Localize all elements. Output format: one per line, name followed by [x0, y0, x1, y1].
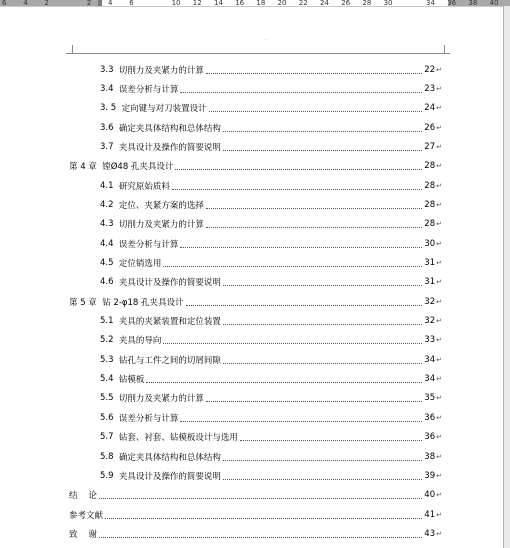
toc-page-number: 38: [424, 451, 436, 462]
toc-dot-leader: [223, 284, 422, 286]
paragraph-mark: ↵: [436, 123, 442, 132]
toc-page-number: 23: [424, 83, 436, 94]
toc-entry-title: 钻模板: [113, 375, 145, 386]
toc-page-number: 28: [424, 180, 436, 191]
paragraph-mark: ↵: [436, 355, 442, 364]
toc-entry-title: 夹具的导向: [113, 336, 162, 347]
toc-dot-leader: [180, 246, 422, 248]
paragraph-mark: ↵: [436, 297, 442, 306]
toc-entry-number: 致: [69, 529, 78, 540]
paragraph-mark: ↵: [436, 181, 442, 190]
paragraph-mark: ↵: [436, 375, 442, 384]
toc-page-number: 36: [424, 412, 436, 423]
toc-page-number: 30: [424, 238, 436, 249]
toc-entry[interactable]: [100, 312, 442, 331]
margin-corner-line-right: [444, 53, 450, 54]
ruler-tick-label: 34: [426, 0, 435, 7]
paragraph-mark: ↵: [436, 259, 442, 267]
toc-entry-title: 钻孔与工件之间的切屑间隙: [113, 355, 221, 366]
toc-page-number: 36: [424, 432, 436, 443]
toc-entry-title: 钻套、衬套、钻模板设计与选用: [113, 433, 238, 444]
toc-dot-leader: [206, 207, 422, 209]
toc-entry[interactable]: [100, 350, 442, 369]
toc-entry[interactable]: [69, 505, 442, 524]
toc-entry-number: 5.8: [100, 451, 114, 462]
toc-entry[interactable]: [69, 157, 442, 176]
toc-dot-leader: [186, 304, 423, 306]
toc-entry-title: 论: [77, 491, 97, 502]
toc-dot-leader: [146, 381, 422, 383]
toc-dot-leader: [223, 149, 422, 151]
paragraph-mark: ↵: [436, 394, 442, 403]
toc-entry-title: 切削力及夹紧力的计算: [113, 394, 204, 405]
ruler-tick-label: 10: [171, 0, 181, 7]
toc-entry[interactable]: [100, 254, 442, 273]
ruler-tick-label: 6: [2, 0, 7, 7]
toc-page-number: 39: [424, 470, 436, 481]
toc-entry-title: 夹具的夹紧装置和定位装置: [113, 317, 221, 328]
margin-corner-top-left: [72, 45, 73, 53]
paragraph-mark: ↵: [436, 471, 442, 480]
ruler-tick-label: 4: [108, 0, 113, 7]
paragraph-mark: ↵: [436, 142, 442, 151]
toc-entry-number: 4.3: [100, 219, 114, 230]
toc-entry-number: 第 4 章: [69, 162, 97, 173]
paragraph-mark: ↵: [436, 220, 442, 229]
paragraph-mark: ↵: [436, 200, 442, 209]
paragraph-mark: ↵: [436, 491, 442, 500]
toc-page-number: 28: [424, 219, 436, 230]
toc-entry-number: 4.2: [100, 199, 114, 210]
toc-dot-leader: [180, 420, 422, 422]
ruler-tick-label: 20: [277, 0, 287, 7]
paragraph-mark: ↵: [436, 65, 442, 74]
toc-entry[interactable]: [100, 273, 442, 292]
ruler-tick-label: 14: [214, 0, 223, 7]
ruler-margin-left: [0, 0, 98, 6]
paragraph-mark: ↵: [436, 317, 442, 326]
toc-entry-title: 切削力及夹紧力的计算: [113, 65, 204, 76]
paragraph-mark: ↵: [436, 278, 442, 287]
ruler-tick-label: 2: [86, 0, 92, 7]
toc-dot-leader: [223, 478, 422, 480]
toc-entry-title: 确定夹具体结构和总体结构: [113, 123, 221, 134]
toc-entry[interactable]: [100, 176, 442, 195]
toc-entry[interactable]: [100, 215, 442, 234]
toc-entry[interactable]: [100, 466, 442, 485]
vertical-ruler[interactable]: [503, 6, 510, 548]
toc-entry-title: 夹具设计及操作的简要说明: [113, 142, 221, 153]
toc-page-number: 41: [424, 509, 436, 520]
toc-dot-leader: [240, 439, 422, 441]
toc-dot-leader: [223, 323, 422, 325]
toc-entry[interactable]: [69, 524, 442, 543]
document-page: [0, 7, 503, 548]
toc-dot-leader: [209, 110, 423, 112]
paragraph-mark: ↵: [436, 104, 442, 113]
toc-page-number: 24: [424, 103, 436, 114]
toc-page-number: 34: [424, 374, 436, 385]
toc-dot-leader: [223, 459, 422, 461]
toc-entry-title: 切削力及夹紧力的计算: [113, 220, 204, 231]
toc-page-number: 28: [424, 199, 436, 210]
header-mark: ˙: [264, 39, 267, 46]
ruler-tick-label: 6: [129, 0, 134, 7]
ruler-tick-label: 28: [362, 0, 372, 7]
paragraph-mark: ↵: [436, 433, 442, 442]
toc-page-number: 35: [424, 393, 436, 404]
toc-page-number: 26: [424, 122, 436, 133]
toc-dot-leader: [99, 536, 422, 538]
toc-page-number: 32: [424, 316, 436, 327]
ruler-tick-label: 2: [44, 0, 49, 7]
toc-dot-leader: [206, 400, 422, 402]
toc-entry[interactable]: [100, 137, 442, 156]
toc-dot-leader: [223, 130, 422, 132]
toc-entry-number: 结: [69, 491, 78, 502]
toc-page-number: 33: [424, 335, 436, 346]
horizontal-ruler[interactable]: [0, 0, 510, 7]
toc-dot-leader: [163, 342, 422, 344]
ruler-tick-label: 36: [447, 0, 457, 7]
toc-entry-title: 夹具设计及操作的简要说明: [113, 278, 221, 289]
toc-dot-leader: [172, 188, 422, 190]
toc-entry-number: 5.4: [100, 374, 114, 385]
toc-page-number: 22: [424, 64, 436, 75]
header-line: [72, 53, 444, 54]
toc-dot-leader: [206, 72, 422, 74]
ruler-tick-label: 40: [489, 0, 499, 7]
ruler-tick-label: 38: [468, 0, 478, 7]
toc-entry[interactable]: [100, 99, 442, 118]
toc-entry-title: 镗Ø48 孔夹具设计: [96, 162, 174, 173]
toc-dot-leader: [99, 497, 422, 499]
toc-entry-number: 5.3: [100, 354, 114, 365]
paragraph-mark: ↵: [436, 529, 442, 538]
paragraph-mark: ↵: [436, 239, 442, 248]
toc-page-number: 40: [424, 490, 436, 501]
toc-entry-title: 夹具设计及操作的简要说明: [113, 471, 221, 482]
toc-entry-title: 误差分析与计算: [113, 413, 179, 424]
toc-page-number: 43: [424, 528, 436, 539]
toc-page-number: 31: [424, 277, 436, 288]
margin-corner-top-right: [444, 45, 445, 53]
ruler-tick-label: 26: [341, 0, 351, 7]
toc-entry-title: 定位、夹紧方案的选择: [113, 200, 204, 211]
toc-page-number: 32: [424, 296, 436, 307]
toc-entry-title: 误差分析与计算: [113, 239, 179, 250]
toc-entry[interactable]: [100, 79, 442, 98]
toc-entry-number: 5.9: [100, 470, 114, 481]
toc-entry[interactable]: [100, 60, 442, 79]
toc-entry[interactable]: [100, 331, 442, 350]
toc-entry[interactable]: [100, 370, 442, 389]
paragraph-mark: ↵: [436, 413, 442, 422]
toc-entry-number: 参考文献: [69, 510, 104, 521]
toc-entry-number: 3.7: [100, 141, 114, 152]
toc-entry-number: 5.5: [100, 393, 114, 404]
toc-entry-title: 定位销选用: [113, 259, 162, 269]
toc-page-number: 27: [424, 141, 436, 152]
ruler-tick-label: 12: [192, 0, 202, 7]
toc-page-number: 28: [424, 161, 436, 172]
toc-entry-number: 5.1: [100, 316, 114, 327]
toc-entry-number: 3.3: [100, 64, 114, 75]
toc-entry-title: 钻 2-φ18 孔夹具设计: [96, 297, 184, 308]
toc-dot-leader: [206, 226, 422, 228]
toc-entry[interactable]: [100, 408, 442, 427]
toc-entry-title: 谢: [77, 529, 97, 540]
ruler-tick-label: 4: [23, 0, 28, 7]
toc-entry-number: 4.5: [100, 258, 114, 268]
toc-entry[interactable]: [100, 118, 442, 137]
toc-entry[interactable]: [100, 195, 442, 214]
toc-entry[interactable]: [69, 486, 442, 505]
toc-entry-title: 研究原始质料: [113, 181, 170, 192]
toc-entry-number: 5.6: [100, 412, 114, 423]
toc-dot-leader: [175, 168, 422, 170]
toc-entry-number: 5.7: [100, 432, 114, 443]
toc-entry-number: 3. 5: [100, 103, 117, 114]
toc-entry-number: 5.2: [100, 335, 114, 346]
ruler-tick-label: 24: [320, 0, 329, 7]
toc-entry-number: 4.1: [100, 180, 114, 191]
paragraph-mark: ↵: [436, 336, 442, 345]
toc-entry[interactable]: [100, 234, 442, 253]
toc-dot-leader: [163, 265, 422, 267]
ruler-tick-label: 16: [235, 0, 245, 7]
ruler-margin-right: [448, 0, 510, 6]
paragraph-mark: ↵: [436, 510, 442, 519]
toc-entry[interactable]: [100, 389, 442, 408]
toc-dot-leader: [105, 517, 422, 519]
toc-dot-leader: [180, 91, 422, 93]
toc-page-number: 31: [424, 258, 436, 268]
toc-page-number: 34: [424, 354, 436, 365]
toc-entry[interactable]: [100, 428, 442, 447]
paragraph-mark: ↵: [436, 452, 442, 461]
toc-entry-number: 3.6: [100, 122, 114, 133]
toc-entry-title: 确定夹具体结构和总体结构: [113, 452, 221, 463]
ruler-tick-label: 22: [298, 0, 308, 7]
toc-entry[interactable]: [69, 292, 442, 311]
toc-entry[interactable]: [100, 447, 442, 466]
toc-entry-number: 4.4: [100, 238, 114, 249]
toc-entry-title: 误差分析与计算: [113, 84, 179, 95]
toc-entry-number: 第 5 章: [69, 297, 97, 308]
ruler-tick-label: 18: [256, 0, 266, 7]
paragraph-mark: ↵: [436, 84, 442, 93]
ruler-indent-marker[interactable]: [98, 0, 102, 6]
ruler-tick-label: 30: [383, 0, 393, 7]
paragraph-mark: ↵: [436, 162, 442, 171]
toc-entry-number: 4.6: [100, 277, 114, 288]
toc-dot-leader: [223, 362, 422, 364]
toc-entry-number: 3.4: [100, 83, 114, 94]
toc-entry-title: 定向键与对刀装置设计: [116, 104, 207, 115]
